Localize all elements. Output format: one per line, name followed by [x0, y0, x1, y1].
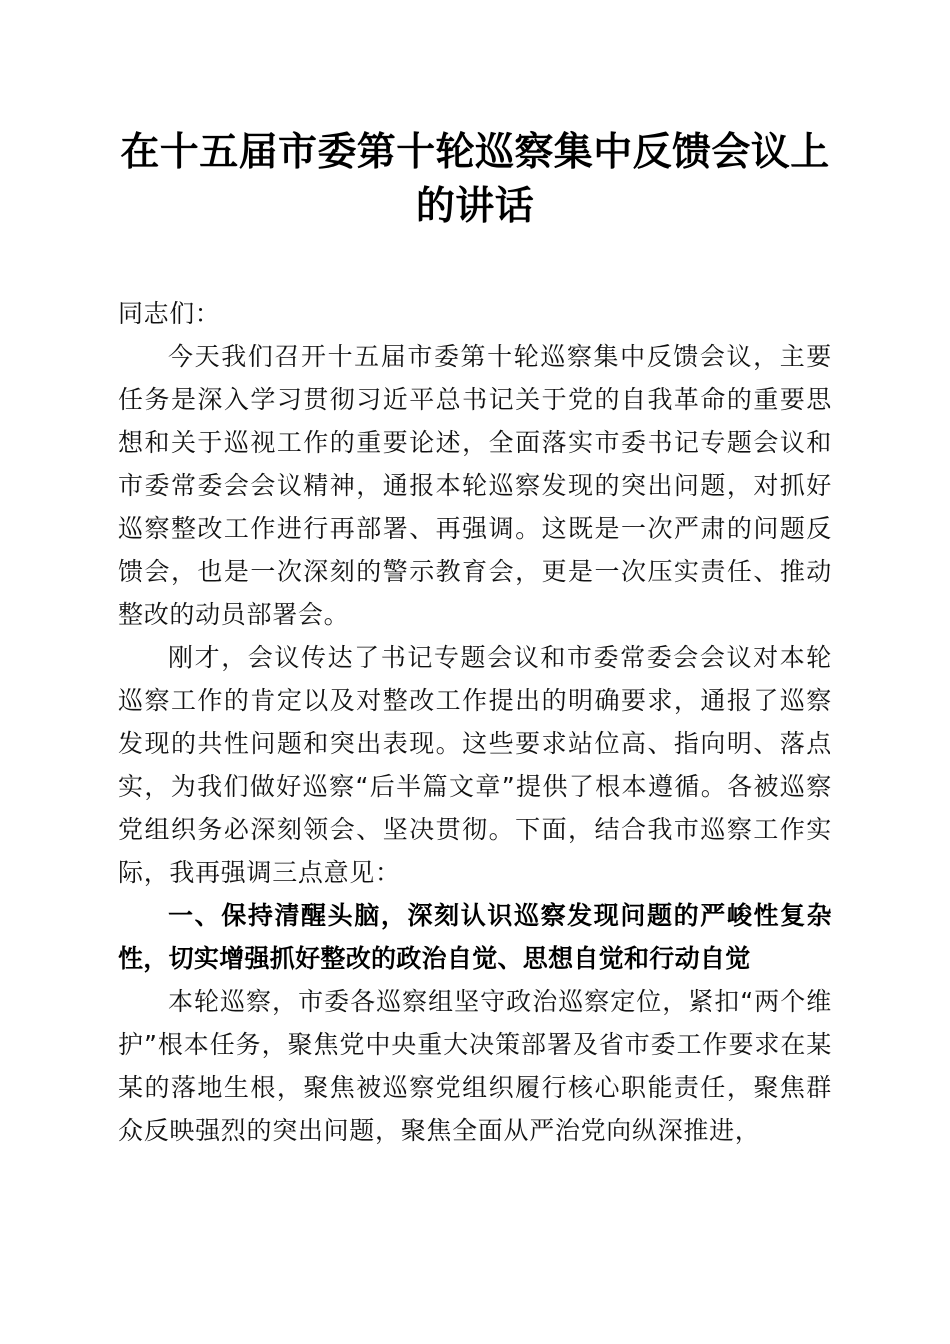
heading-section-one: 一、保持清醒头脑，深刻认识巡察发现问题的严峻性复杂性，切实增强抓好整改的政治自觉、思想自觉和行动自觉: [118, 901, 832, 973]
salutation: 同志们：: [118, 299, 221, 328]
page-title: 在十五届市委第十轮巡察集中反馈会议上的讲话: [120, 131, 830, 228]
document-body: [118, 335, 832, 1152]
paragraph-this-round-inspection-focus: 本轮巡察，市委各巡察组坚守政治巡察定位，紧扣“两个维护”根本任务，聚焦党中央重大决策部署及省市委工作要求在某某的落地生根，聚焦被巡察党组织履行核心职能责任，聚焦群众反映强烈的突出问题，聚焦全面从严治党向纵深推进，: [118, 987, 832, 1145]
paragraph-opening-meeting-purpose: 今天我们召开十五届市委第十轮巡察集中反馈会议，主要任务是深入学习贯彻习近平总书记关于党的自我革命的重要思想和关于巡视工作的重要论述，全面落实市委书记专题会议和市委常委会会议精神，通报本轮巡察发现的突出问题，对抓好巡察整改工作进行再部署、再强调。这既是一次严肃的问题反馈会，也是一次深刻的警示教育会，更是一次压实责任、推动整改的动员部署会。: [118, 342, 832, 629]
document-content-column: [118, 0, 832, 1152]
paragraph-meeting-conveyed-requirements: 刚才，会议传达了书记专题会议和市委常委会会议对本轮巡察工作的肯定以及对整改工作提出的明确要求，通报了巡察发现的共性问题和突出表现。这些要求站位高、指向明、落点实，为我们做好巡察“后半篇文章”提供了根本遵循。各被巡察党组织务必深刻领会、坚决贯彻。下面，结合我市巡察工作实际，我再强调三点意见：: [118, 643, 832, 887]
